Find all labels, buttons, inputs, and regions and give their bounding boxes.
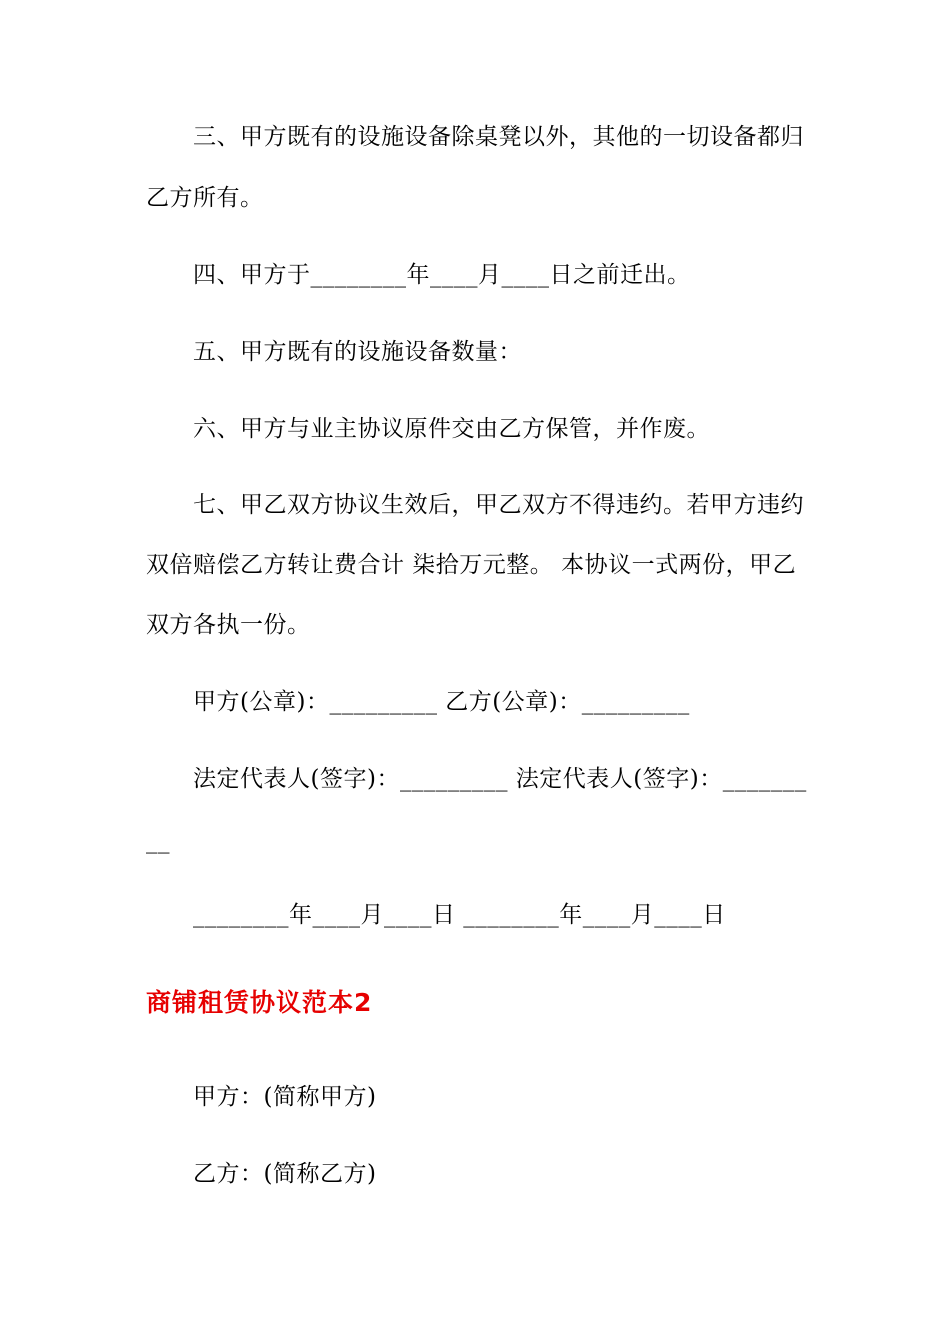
section-heading: 商铺租赁协议范本2	[146, 988, 373, 1017]
signature-line-wrap: __	[146, 828, 170, 854]
clause-7-line-2: 双倍赔偿乙方转让费合计 柒拾万元整。 本协议一式两份，甲乙	[146, 552, 797, 578]
clause-6: 六、甲方与业主协议原件交由乙方保管，并作废。	[193, 416, 710, 442]
clause-7-line-3: 双方各执一份。	[146, 612, 311, 638]
clause-3-line-2: 乙方所有。	[146, 185, 264, 211]
seal-line: 甲方(公章)：_________ 乙方(公章)：_________	[193, 689, 690, 715]
clause-4: 四、甲方于________年____月____日之前迁出。	[193, 262, 691, 288]
party-a-line: 甲方：(简称甲方)	[193, 1084, 377, 1110]
party-b-line: 乙方：(简称乙方)	[193, 1161, 377, 1187]
date-line: ________年____月____日 ________年____月____日	[193, 902, 726, 928]
clause-3-line-1: 三、甲方既有的设施设备除桌凳以外，其他的一切设备都归	[193, 124, 804, 150]
clause-7-line-1: 七、甲乙双方协议生效后，甲乙双方不得违约。若甲方违约	[193, 492, 804, 518]
signature-line: 法定代表人(签字)：_________ 法定代表人(签字)：_______	[193, 766, 807, 792]
clause-5: 五、甲方既有的设施设备数量：	[193, 339, 522, 365]
